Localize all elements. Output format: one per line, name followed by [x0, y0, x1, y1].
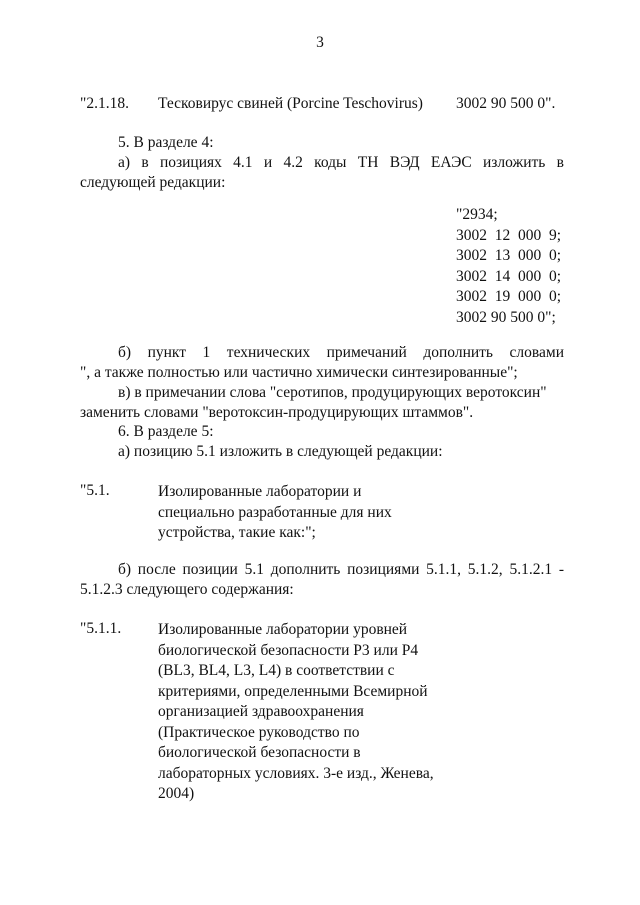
item-5-1-1-line: критериями, определенными Всемирной — [158, 682, 428, 700]
item-5-1-line: Изолированные лаборатории и — [158, 483, 362, 500]
item-5-1-1-line: Изолированные лаборатории уровней — [158, 621, 408, 638]
section4-a-line2: следующей редакции: — [80, 174, 226, 191]
code-line: "2934; — [456, 206, 498, 223]
section5-a-line: а) позицию 5.1 изложить в следующей редакции: — [118, 443, 443, 460]
section4-v-line1: в) в примечании слова "серотипов, продуцирующих веротоксин" — [118, 384, 547, 401]
section5-heading: 6. В разделе 5: — [118, 423, 214, 440]
section4-b-line1: б) пункт 1 технических примечаний дополнить словами — [118, 344, 564, 361]
item-2-1-18-code: 3002 90 500 0". — [456, 95, 556, 112]
item-5-1-line: устройства, такие как:"; — [158, 524, 316, 541]
code-line: 3002 90 500 0"; — [456, 308, 556, 326]
section4-a-line1: а) в позициях 4.1 и 4.2 коды ТН ВЭД ЕАЭС изложить в — [118, 154, 564, 171]
item-5-1-1-line: (BL3, BL4, L3, L4) в соответствии с — [158, 662, 395, 679]
item-2-1-18-name: Тесковирус свиней (Porcine Teschovirus) — [158, 95, 423, 112]
page-number: 3 — [316, 34, 324, 51]
section4-heading: 5. В разделе 4: — [118, 134, 214, 151]
item-5-1-1-line: лабораторных условиях. 3-е изд., Женева, — [158, 764, 434, 782]
item-5-1-line: специально разработанные для них — [158, 503, 392, 521]
item-5-1-1-line: биологической безопасности в — [158, 744, 361, 761]
item-5-1-1-line: биологической безопасности Р3 или Р4 — [158, 641, 419, 659]
item-5-1-1-text — [158, 620, 434, 805]
code-line: 3002 19 000 0; — [456, 288, 562, 305]
item-5-1-1-number: "5.1.1. — [80, 620, 122, 637]
item-5-1-number: "5.1. — [80, 482, 110, 499]
item-5-1-1-line: 2004) — [158, 785, 195, 802]
section5-b-line1: б) после позиции 5.1 дополнить позициями 5.1.1, 5.1.2, 5.1.2.1 - — [118, 561, 564, 578]
tnved-codes-list — [456, 205, 561, 328]
item-5-1-1-line: (Практическое руководство по — [158, 723, 360, 741]
code-line: 3002 12 000 9; — [456, 226, 562, 244]
item-5-1-1-line: организацией здравоохранения — [158, 703, 364, 720]
item-2-1-18-number: "2.1.18. — [80, 95, 129, 112]
section5-b-line2: 5.1.2.3 следующего содержания: — [80, 581, 294, 598]
code-line: 3002 14 000 0; — [456, 267, 562, 285]
item-5-1-text — [158, 482, 392, 544]
section4-b-line2: ", а также полностью или частично химически синтезированные"; — [80, 364, 518, 381]
code-line: 3002 13 000 0; — [456, 247, 562, 264]
section4-v-line2: заменить словами "веротоксин-продуцирующих штаммов". — [80, 404, 474, 421]
